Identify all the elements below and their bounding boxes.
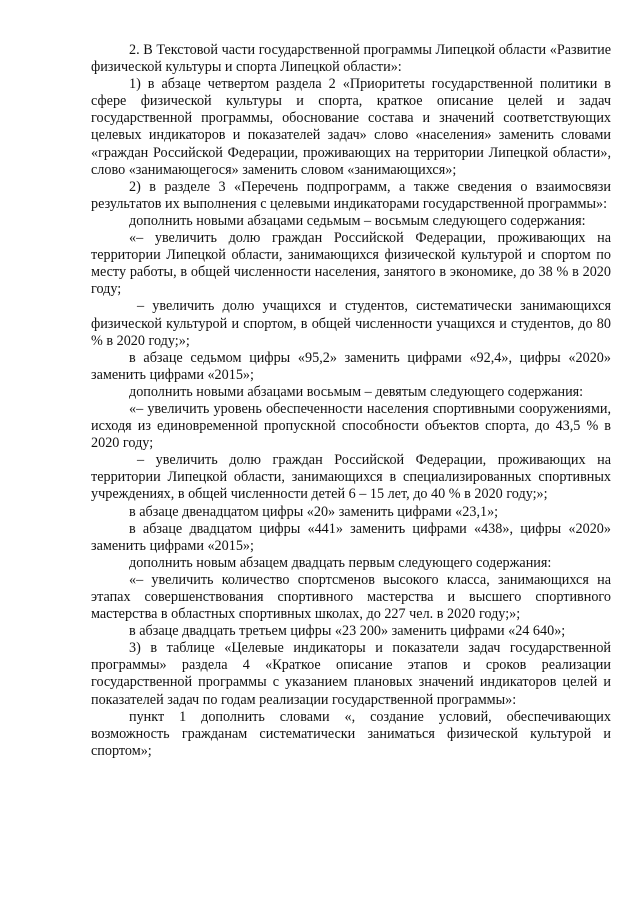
paragraph-item-2: 2) в разделе 3 «Перечень подпрограмм, а также сведения о взаимосвязи результатов их выполнения с целевыми индикаторами государственной программы»: [91,178,611,212]
paragraph-intro: 2. В Текстовой части государственной программы Липецкой области «Развитие физической культуры и спорта Липецкой области»: [91,42,611,76]
paragraph-add-7-8: дополнить новыми абзацами седьмым – восьмым следующего содержания: [129,212,586,229]
paragraph-add-8-9: дополнить новыми абзацами восьмым – девятым следующего содержания: [129,383,584,400]
paragraph-quote-facilities: «– увеличить уровень обеспеченности населения спортивными сооружениями, исходя из единовременной пропускной способности объектов спорта, до 43,5 % в 2020 году; [91,400,611,452]
paragraph-item-1: 1) в абзаце четвертом раздела 2 «Приоритеты государственной политики в сфере физической культуры и спорта, краткое описание целей и задач государственной программы, обоснование состава и значений соответствующих целевых индикаторов и показателей задач» слово «населения» заменить словами «граждан Российской Федерации, проживающих на территории Липецкой области», слово «занимающегося» заменить словом «занимающихся»; [91,76,611,178]
document-body [91,42,611,760]
paragraph-twenty-third-change: в абзаце двадцать третьем цифры «23 200» заменить цифрами «24 640»; [129,623,566,640]
paragraph-point-1: пункт 1 дополнить словами «, создание условий, обеспечивающих возможность гражданам систематически заниматься физической культурой и спортом»; [91,708,611,759]
paragraph-quote-share-work: «– увеличить долю граждан Российской Федерации, проживающих на территории Липецкой области, занимающихся физической культурой и спортом по месту работы, в общей численности населения, занятого в экономике, до 38 % в 2020 году; [91,230,611,298]
paragraph-add-21: дополнить новым абзацем двадцать первым следующего содержания: [129,554,552,571]
paragraph-quote-students: – увеличить долю учащихся и студентов, систематически занимающихся физической культурой и спортом, в общей численности учащихся и студентов, до 80 % в 2020 году;»; [91,298,611,349]
paragraph-item-3: 3) в таблице «Целевые индикаторы и показатели задач государственной программы» раздела 4 «Краткое описание этапов и сроков реализации государственной программы с указанием плановых значений индикаторов целей и показателей задач по годам реализации государственной программы»: [91,640,611,708]
paragraph-quote-athletes: «– увеличить количество спортсменов высокого класса, занимающихся на этапах совершенствования спортивного мастерства и высшего спортивного мастерства в областных спортивных школах, до 227 чел. в 2020 году;»; [91,571,611,623]
paragraph-twelfth-change: в абзаце двенадцатом цифры «20» заменить цифрами «23,1»; [129,503,499,520]
paragraph-twentieth-change: в абзаце двадцатом цифры «441» заменить цифрами «438», цифры «2020» заменить цифрами «2015»; [91,520,611,554]
paragraph-quote-children: – увеличить долю граждан Российской Федерации, проживающих на территории Липецкой области, занимающихся в специализированных спортивных учреждениях, в общей численности детей 6 – 15 лет, до 40 % в 2020 году;»; [91,452,611,503]
paragraph-seventh-change: в абзаце седьмом цифры «95,2» заменить цифрами «92,4», цифры «2020» заменить цифрами «2015»; [91,349,611,383]
